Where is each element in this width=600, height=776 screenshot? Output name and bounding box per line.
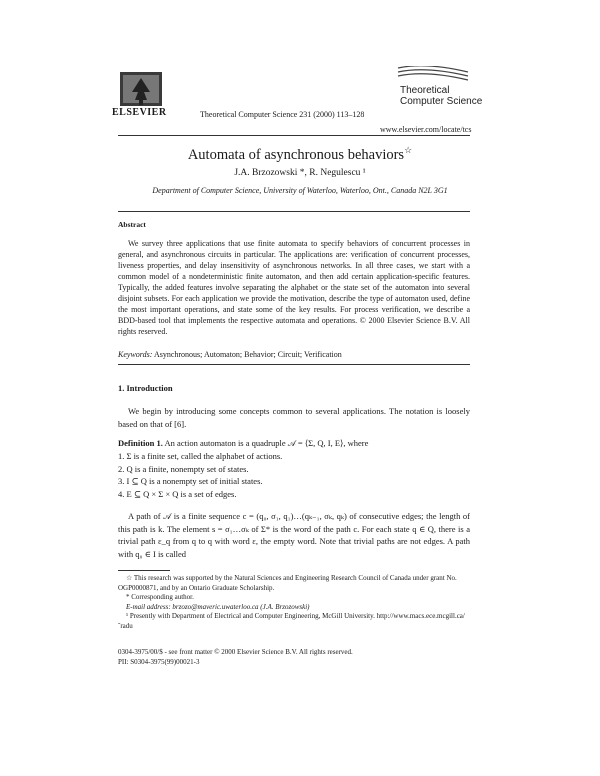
- def-item: 1. Σ is a finite set, called the alphabet of actions.: [118, 451, 283, 461]
- footnote-corresponding: * Corresponding author.: [126, 593, 194, 601]
- definition-text: An action automaton is a quadruple 𝒜 = ⟨Σ, Q, I, E⟩, where: [164, 438, 369, 448]
- keywords: [118, 350, 470, 359]
- path-paragraph: A path of 𝒜 is a finite sequence c = (q₀, σ₁, q₁)…(qₖ₋₁, σₖ, qₖ) of consecutive edges; the length of this path is k. The element s = σ₁…σₖ of Σ* is the word of the path c. For each state q ∈ Q, there is a trivial path ε_q from q to q with word ε, the empty word. Note that trivial paths are not edges. A path with q₀ ∈ I is called: [118, 511, 470, 559]
- footnote-email: E-mail address: brzozo@maveric.uwaterloo.ca (J.A. Brzozowski): [126, 602, 310, 611]
- publisher-name: ELSEVIER: [112, 107, 167, 118]
- abstract-top-rule: [118, 211, 470, 212]
- def-item: 2. Q is a finite, nonempty set of states.: [118, 463, 249, 474]
- title-footnote-mark: ☆: [404, 145, 413, 155]
- section-heading: 1. Introduction: [118, 383, 173, 393]
- footnotes: [118, 574, 470, 631]
- keywords-label: Keywords:: [118, 350, 153, 359]
- journal-url[interactable]: www.elsevier.com/locate/tcs: [380, 125, 472, 134]
- paper-title: [0, 145, 600, 164]
- abstract-bottom-rule: [118, 364, 470, 365]
- paper-title-text: Automata of asynchronous behaviors: [187, 146, 405, 163]
- journal-citation: Theoretical Computer Science 231 (2000) 113–128: [200, 110, 365, 119]
- definition-list: [118, 450, 470, 500]
- keywords-list: Asynchronous; Automaton; Behavior; Circuit; Verification: [153, 350, 342, 359]
- front-matter: [118, 648, 470, 667]
- paper-affiliation: Department of Computer Science, University of Waterloo, Waterloo, Ont., Canada N2L 3G1: [152, 186, 448, 195]
- intro-paragraph: We begin by introducing some concepts common to several applications. The notation is loosely based on that of [6].: [118, 406, 470, 429]
- def-item: 4. E ⊆ Q × Σ × Q is a set of edges.: [118, 488, 237, 499]
- definition: [118, 437, 470, 450]
- journal-logo-text: [400, 85, 482, 107]
- abstract-heading: Abstract: [118, 220, 146, 229]
- footnote-funding: ☆ This research was supported by the Natural Sciences and Engineering Research Council of Canada under grant No. OGP0000871, and by an Ontario Graduate Scholarship.: [118, 574, 457, 592]
- footnote-present-address: ¹ Presently with Department of Electrical and Computer Engineering, McGill University. http://www.macs.ece.mcgill.ca/˜radu: [118, 612, 465, 630]
- copyright-line: 0304-3975/00/$ - see front matter © 2000 Elsevier Science B.V. All rights reserved.: [118, 648, 353, 656]
- paper-authors: J.A. Brzozowski *, R. Negulescu ¹: [234, 168, 366, 178]
- pii-line: PII: S0304-3975(99)00021-3: [118, 657, 200, 666]
- journal-logo-line1: Theoretical: [400, 85, 450, 96]
- journal-logo-line2: Computer Science: [400, 96, 483, 107]
- abstract-text: We survey three applications that use finite automata to specify behaviors of concurrent processes in general, and asynchronous circuits in particular. The applications are: verification of concurrent processes, liveness properties, and delay insensitivity of asynchronous networks. In all three cases, we start with a common model of a nondeterministic finite automaton, and then add certain application-specific features. Typically, the added features involve separating the alphabet or the state set of the automaton into several disjoint subsets. For each application we provide the motivation, describe the type of automaton used, define the most important operations, and state some of the key results. For process verification, we describe a BDD-based tool that implements the respective automata and operations. © 2000 Elsevier Science B.V. All rights reserved.: [118, 239, 470, 336]
- footnote-rule: [118, 570, 170, 571]
- header-rule: [118, 135, 470, 136]
- definition-label: Definition 1.: [118, 438, 163, 448]
- def-item: 3. I ⊆ Q is a nonempty set of initial states.: [118, 476, 263, 486]
